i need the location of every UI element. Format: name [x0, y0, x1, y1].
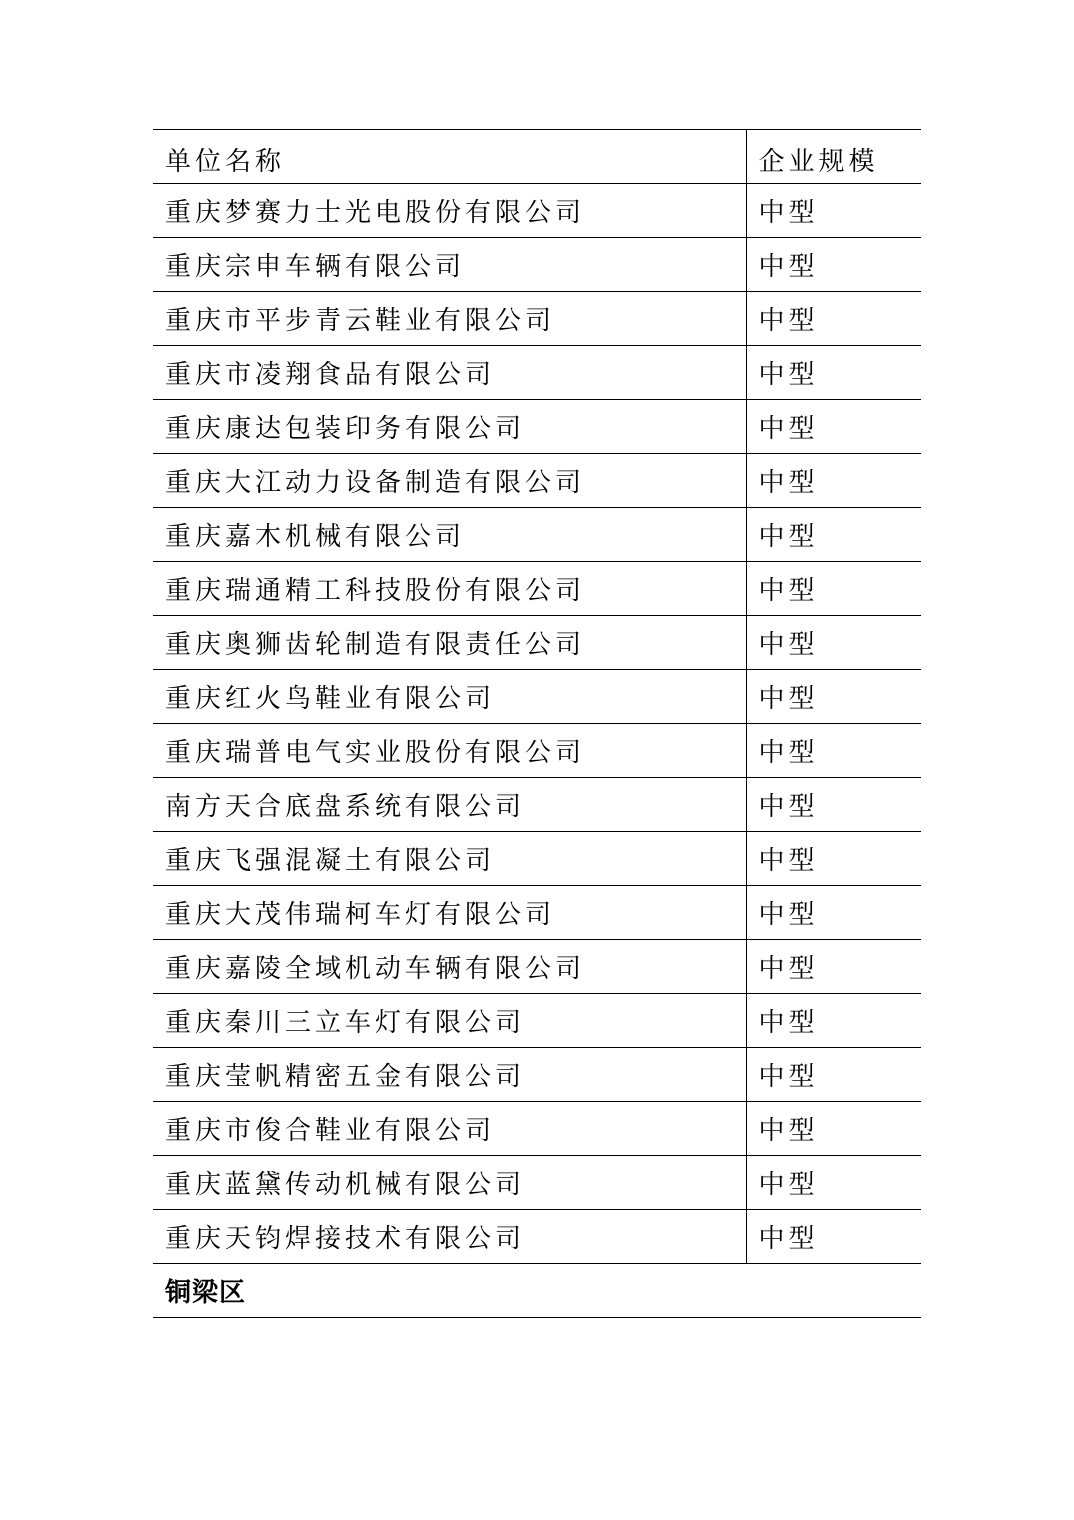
- size-cell: 中型: [746, 400, 921, 454]
- unit-name-cell: 重庆奥狮齿轮制造有限责任公司: [153, 616, 746, 670]
- header-enterprise-size: 企业规模: [746, 130, 921, 184]
- unit-name-cell: 重庆瑞通精工科技股份有限公司: [153, 562, 746, 616]
- unit-name-cell: 重庆飞强混凝土有限公司: [153, 832, 746, 886]
- size-cell: 中型: [746, 886, 921, 940]
- size-cell: 中型: [746, 508, 921, 562]
- unit-name-cell: 重庆红火鸟鞋业有限公司: [153, 670, 746, 724]
- enterprise-table: [153, 129, 921, 1318]
- table-row: [153, 562, 921, 616]
- unit-name-cell: 重庆瑞普电气实业股份有限公司: [153, 724, 746, 778]
- header-unit-name: 单位名称: [153, 130, 746, 184]
- unit-name-cell: 重庆莹帆精密五金有限公司: [153, 1048, 746, 1102]
- size-cell: 中型: [746, 724, 921, 778]
- table-row: [153, 400, 921, 454]
- table-row: [153, 346, 921, 400]
- table-header-row: [153, 130, 921, 184]
- size-cell: 中型: [746, 292, 921, 346]
- size-cell: 中型: [746, 832, 921, 886]
- unit-name-cell: 重庆梦赛力士光电股份有限公司: [153, 184, 746, 238]
- table-row: [153, 886, 921, 940]
- table-row: [153, 508, 921, 562]
- size-cell: 中型: [746, 184, 921, 238]
- table-body: [153, 130, 921, 1318]
- unit-name-cell: 重庆市凌翔食品有限公司: [153, 346, 746, 400]
- section-title: 铜梁区: [153, 1264, 921, 1318]
- size-cell: 中型: [746, 562, 921, 616]
- size-cell: 中型: [746, 1048, 921, 1102]
- table-row: [153, 616, 921, 670]
- unit-name-cell: 重庆天钧焊接技术有限公司: [153, 1210, 746, 1264]
- table-row: [153, 454, 921, 508]
- table-row: [153, 832, 921, 886]
- size-cell: 中型: [746, 346, 921, 400]
- table-row: [153, 1048, 921, 1102]
- size-cell: 中型: [746, 940, 921, 994]
- unit-name-cell: 重庆大江动力设备制造有限公司: [153, 454, 746, 508]
- unit-name-cell: 重庆嘉木机械有限公司: [153, 508, 746, 562]
- table-row: [153, 778, 921, 832]
- unit-name-cell: 南方天合底盘系统有限公司: [153, 778, 746, 832]
- table-row: [153, 1102, 921, 1156]
- size-cell: 中型: [746, 1210, 921, 1264]
- table-row: [153, 1210, 921, 1264]
- size-cell: 中型: [746, 1102, 921, 1156]
- unit-name-cell: 重庆宗申车辆有限公司: [153, 238, 746, 292]
- size-cell: 中型: [746, 454, 921, 508]
- table-row: [153, 292, 921, 346]
- size-cell: 中型: [746, 238, 921, 292]
- unit-name-cell: 重庆康达包装印务有限公司: [153, 400, 746, 454]
- unit-name-cell: 重庆嘉陵全域机动车辆有限公司: [153, 940, 746, 994]
- size-cell: 中型: [746, 778, 921, 832]
- size-cell: 中型: [746, 1156, 921, 1210]
- unit-name-cell: 重庆大茂伟瑞柯车灯有限公司: [153, 886, 746, 940]
- size-cell: 中型: [746, 670, 921, 724]
- unit-name-cell: 重庆市平步青云鞋业有限公司: [153, 292, 746, 346]
- table-row: [153, 724, 921, 778]
- table-row: [153, 184, 921, 238]
- table-row: [153, 994, 921, 1048]
- size-cell: 中型: [746, 616, 921, 670]
- unit-name-cell: 重庆秦川三立车灯有限公司: [153, 994, 746, 1048]
- unit-name-cell: 重庆蓝黛传动机械有限公司: [153, 1156, 746, 1210]
- table-row: [153, 1156, 921, 1210]
- section-row: [153, 1264, 921, 1318]
- table-row: [153, 670, 921, 724]
- unit-name-cell: 重庆市俊合鞋业有限公司: [153, 1102, 746, 1156]
- table-row: [153, 238, 921, 292]
- table-row: [153, 940, 921, 994]
- size-cell: 中型: [746, 994, 921, 1048]
